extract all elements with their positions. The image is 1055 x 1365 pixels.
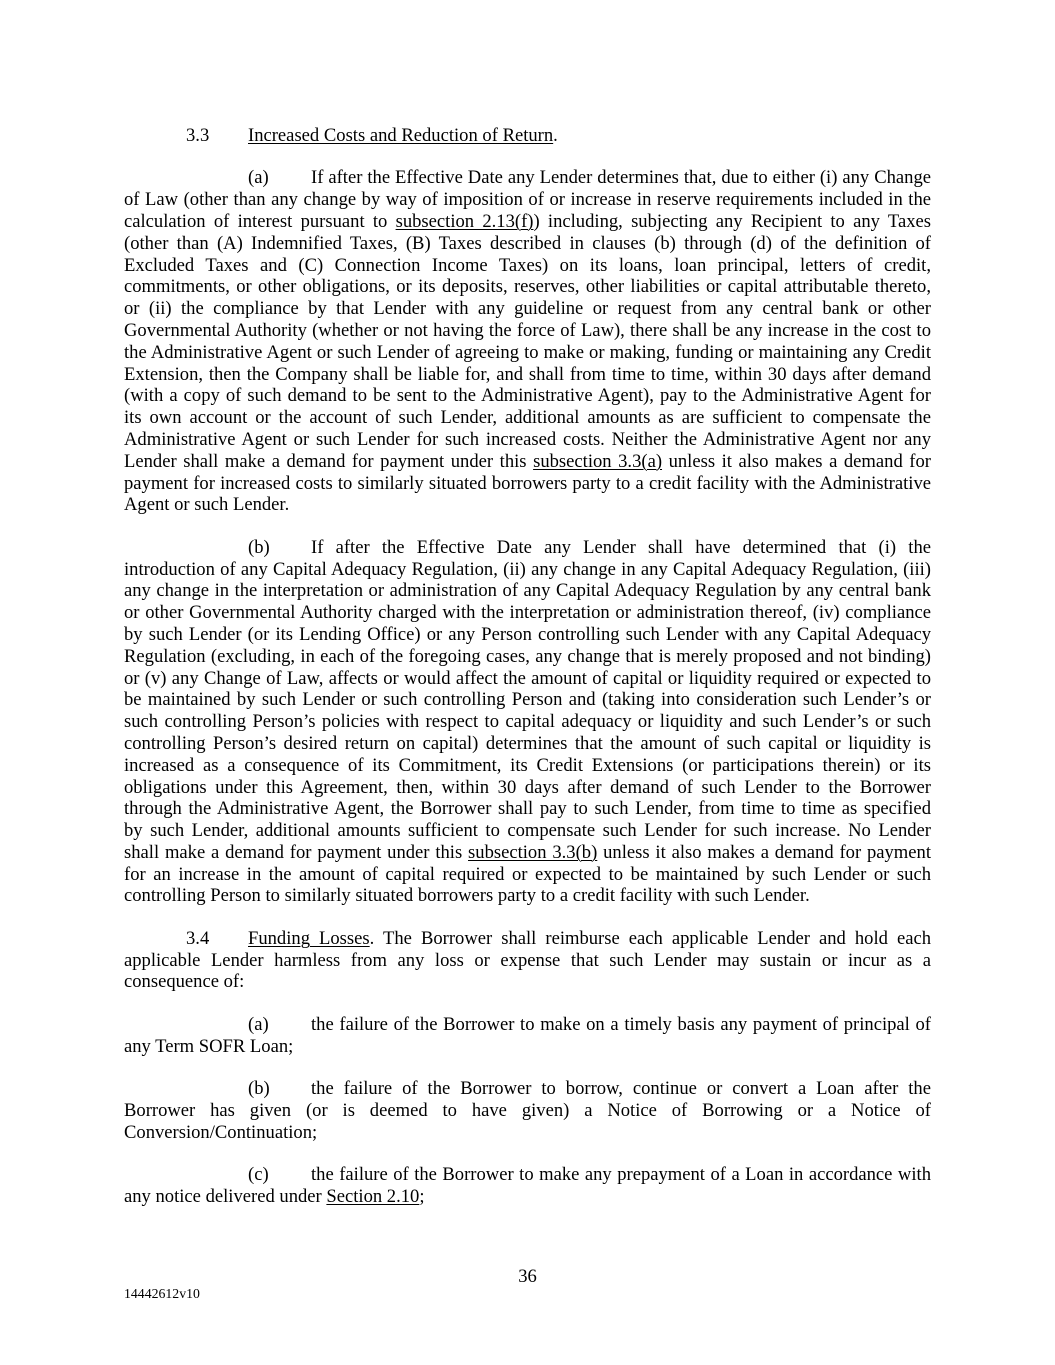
text-line xyxy=(124,276,931,298)
clause-label: (b) xyxy=(248,536,270,558)
text-line xyxy=(124,494,931,516)
line-text: Conversion/Continuation; xyxy=(124,1121,318,1143)
text-segment: calculation of interest pursuant to xyxy=(124,210,396,232)
line-text: increased as a consequence of its Commitment, its Credit Extensions (or participations therein) or its xyxy=(124,754,931,776)
text-line xyxy=(124,668,931,690)
line-text: Extension, then the Company shall be liable for, and shall from time to time, within 30 days after demand xyxy=(124,363,931,385)
document-id: 14442612v10 xyxy=(124,1286,200,1301)
section-3-3-heading xyxy=(124,125,931,147)
section-3-4-funding-losses xyxy=(124,928,931,993)
clause-3-4-a xyxy=(124,1014,931,1058)
line-text xyxy=(124,842,931,864)
text-line xyxy=(124,820,931,842)
text-line xyxy=(124,1036,931,1058)
text-line xyxy=(124,211,931,233)
line-text: Governmental Authority (whether or not having the force of Law), there shall be any increase in the cost to xyxy=(124,319,931,341)
section-number: 3.3 xyxy=(186,125,210,146)
clause-3-3-a xyxy=(124,167,931,516)
text-segment: any notice delivered under xyxy=(124,1185,327,1207)
text-line xyxy=(124,1100,931,1122)
text-line xyxy=(124,733,931,755)
line-text: Agent or such Lender. xyxy=(124,494,290,516)
line-text: or (ii) the compliance by that Lender with any guideline or request from any central bank or other xyxy=(124,298,931,320)
text-line xyxy=(124,602,931,624)
text-line xyxy=(124,298,931,320)
text-line xyxy=(124,1186,931,1208)
text-line xyxy=(124,451,931,473)
line-text: If after the Effective Date any Lender determines that, due to either (i) any Change xyxy=(311,167,931,189)
line-text xyxy=(124,211,931,233)
text-line xyxy=(124,167,931,189)
line-text: the failure of the Borrower to make any prepayment of a Loan in accordance with xyxy=(311,1164,931,1186)
section-title: Increased Costs and Reduction of Return xyxy=(248,125,554,146)
text-line xyxy=(124,189,931,211)
text-line xyxy=(124,385,931,407)
section-number: 3.4 xyxy=(186,927,210,949)
text-line xyxy=(124,559,931,581)
text-line xyxy=(124,864,931,886)
line-text: Borrower has given (or is deemed to have given) a Notice of Borrowing or a Notice of xyxy=(124,1099,931,1121)
text-line xyxy=(124,233,931,255)
line-text xyxy=(124,451,931,473)
line-text: by such Lender, additional amounts sufficient to compensate such Lender for such increase. No Lender xyxy=(124,820,931,842)
line-text: controlling Person’s desired return on capital) determines that the amount of such capital or liquidity is xyxy=(124,732,931,754)
text-line xyxy=(124,407,931,429)
text-line xyxy=(124,342,931,364)
text-line xyxy=(124,1014,931,1036)
line-text: be maintained by such Lender or such controlling Person and (taking into consideration such Lender’s or xyxy=(124,689,931,711)
line-text: (with a copy of such demand to be sent to the Administrative Agent), pay to the Administrative Agent for xyxy=(124,385,931,407)
clause-3-4-b xyxy=(124,1078,931,1143)
text-line xyxy=(124,537,931,559)
cross-reference: subsection 3.3(b) xyxy=(468,841,598,863)
line-text: controlling Person to similarly situated borrowers party to a credit facility with such Lender. xyxy=(124,885,810,907)
line-text: any Term SOFR Loan; xyxy=(124,1035,294,1057)
line-text: its own account or the account of such Lender, additional amounts as are sufficient to compensate the xyxy=(124,407,931,429)
text-line xyxy=(124,624,931,646)
text-line xyxy=(124,473,931,495)
text-segment: Lender shall make a demand for payment under this xyxy=(124,450,534,472)
text-line xyxy=(124,364,931,386)
text-line xyxy=(124,1164,931,1186)
page-number: 36 xyxy=(518,1266,537,1287)
line-text: such controlling Person’s policies with respect to capital adequacy or liquidity and such Lender’s or such xyxy=(124,711,931,733)
text-line xyxy=(124,580,931,602)
line-text: the failure of the Borrower to make on a timely basis any payment of principal of xyxy=(311,1013,931,1035)
section-title: Funding Losses xyxy=(248,927,370,949)
text-line xyxy=(124,1122,931,1144)
line-text: the failure of the Borrower to borrow, continue or convert a Loan after the xyxy=(311,1078,931,1100)
line-text xyxy=(124,1186,931,1208)
text-line xyxy=(124,777,931,799)
line-text: consequence of: xyxy=(124,971,245,993)
text-line xyxy=(124,320,931,342)
text-segment: ) including, subjecting any Recipient to any Taxes xyxy=(533,210,931,232)
line-text: obligations under this Agreement, then, within 30 days after demand of such Lender to the Borrower xyxy=(124,776,931,798)
clause-label: (c) xyxy=(248,1164,269,1186)
cross-reference: Section 2.10 xyxy=(326,1185,420,1207)
text-line xyxy=(124,711,931,733)
text-segment: . The Borrower shall reimburse each applicable Lender and hold each xyxy=(369,927,932,949)
clause-3-3-b xyxy=(124,537,931,908)
text-line xyxy=(124,255,931,277)
text-line xyxy=(124,842,931,864)
text-segment: shall make a demand for payment under this xyxy=(124,841,469,863)
clause-label: (a) xyxy=(248,167,269,189)
text-line xyxy=(124,755,931,777)
line-text: any change in the interpretation or administration of any Capital Adequacy Regulation by any central bank xyxy=(124,580,931,602)
line-text: (other than (A) Indemnified Taxes, (B) Taxes described in clauses (b) through (d) of the definition of xyxy=(124,232,931,254)
text-segment: unless it also makes a demand for payment xyxy=(597,841,931,863)
cross-reference: subsection 3.3(a) xyxy=(533,450,663,472)
text-line xyxy=(124,1078,931,1100)
clause-3-4-c xyxy=(124,1164,931,1208)
text-line xyxy=(124,429,931,451)
line-text: or (v) any Change of Law, affects or would affect the amount of capital or liquidity required or expected to xyxy=(124,667,931,689)
cross-reference: subsection 2.13(f) xyxy=(395,210,534,232)
text-line xyxy=(124,646,931,668)
line-text: If after the Effective Date any Lender shall have determined that (i) the xyxy=(311,536,931,558)
text-segment: unless it also makes a demand for xyxy=(662,450,931,472)
clause-label: (b) xyxy=(248,1078,270,1100)
line-text: Regulation (excluding, in each of the foregoing cases, any change that is merely proposed and not binding) xyxy=(124,645,931,667)
line-text xyxy=(248,928,931,950)
line-text: Excluded Taxes and (C) Connection Income Taxes) on its loans, loan principal, letters of credit, xyxy=(124,254,931,276)
line-text: through the Administrative Agent, the Borrower shall pay to such Lender, from time to time as specified xyxy=(124,798,931,820)
document-body xyxy=(124,125,931,1208)
text-segment: ; xyxy=(419,1185,425,1207)
line-text: of Law (other than any change by way of imposition of or increase in reserve requirements included in the xyxy=(124,189,931,211)
text-line xyxy=(124,125,931,147)
text-line xyxy=(124,971,931,993)
text-line xyxy=(124,885,931,907)
line-text: applicable Lender harmless from any loss or expense that such Lender may sustain or incur as a xyxy=(124,949,931,971)
line-text: for an increase in the amount of capital required or expected to be maintained by such Lender or such xyxy=(124,863,931,885)
line-text xyxy=(248,125,931,147)
text-line xyxy=(124,928,931,950)
line-text: by such Lender (or its Lending Office) or any Person controlling such Lender with any Capital Adequacy xyxy=(124,623,931,645)
line-text: payment for increased costs to similarly situated borrowers party to a credit facility with the Administrative xyxy=(124,472,931,494)
line-text: or other Governmental Authority charged with the interpretation or administration thereof, (iv) compliance xyxy=(124,602,931,624)
line-text: commitments, or other obligations, or its deposits, reserves, other liabilities or capital attributable thereto, xyxy=(124,276,931,298)
text-line xyxy=(124,950,931,972)
clause-label: (a) xyxy=(248,1013,269,1035)
text-line xyxy=(124,798,931,820)
line-text: the Administrative Agent or such Lender of agreeing to make or making, funding or maintaining any Credit xyxy=(124,341,931,363)
text-segment: . xyxy=(553,125,558,146)
text-line xyxy=(124,689,931,711)
line-text: Administrative Agent or such Lender for such increased costs. Neither the Administrative Agent nor any xyxy=(124,428,931,450)
line-text: introduction of any Capital Adequacy Regulation, (ii) any change in any Capital Adequacy Regulation, (iii) xyxy=(124,558,931,580)
